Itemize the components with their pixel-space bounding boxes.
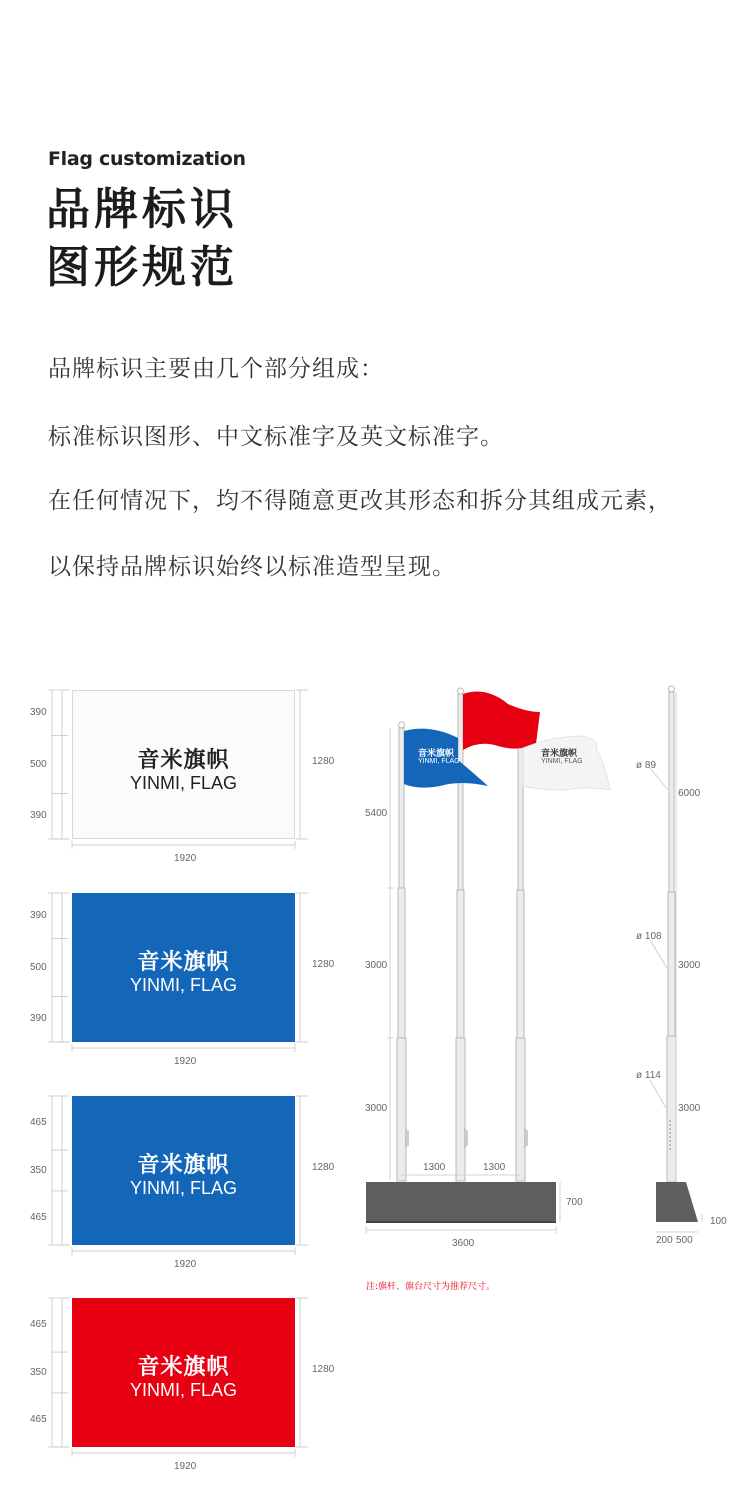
detail-diameter-mid: ø 108	[636, 931, 662, 942]
flag-white	[72, 690, 295, 839]
detail-pole	[667, 686, 676, 1182]
flag-right-dim: 1280	[312, 959, 335, 970]
flag-bottom-dim: 1920	[174, 853, 197, 864]
flag-left-dim: 465	[30, 1319, 47, 1331]
flag-logo: 音米旗帜	[137, 1153, 230, 1178]
cn-title-line2: 图形规范	[46, 242, 238, 293]
detail-base-right: 500	[676, 1235, 693, 1246]
detail-base-left: 200	[656, 1235, 673, 1246]
flag-left-dim: 465	[30, 1117, 47, 1129]
flag-bottom-dim: 1920	[174, 1056, 197, 1067]
paragraph: 以保持品牌标识始终以标准造型呈现。	[48, 554, 456, 580]
detail-height-bottom: 3000	[678, 1103, 701, 1114]
flag-blue	[72, 893, 295, 1042]
blue-flag-sub: YINMI, FLAG	[418, 758, 460, 765]
detail-height-mid: 3000	[678, 960, 701, 971]
flag-sub-text: YINMI, FLAG	[129, 773, 237, 793]
pole-height-mid: 3000	[365, 960, 388, 971]
flag-left-dim: 465	[30, 1211, 47, 1223]
flag-sub-text: YINMI, FLAG	[129, 975, 237, 995]
pole-height-bottom: 3000	[365, 1103, 388, 1114]
pole-spacing-1: 1300	[423, 1162, 446, 1173]
flag-bottom-dim: 1920	[174, 1259, 197, 1270]
paragraph: 在任何情况下，均不得随意更改其形态和拆分其组成元素，	[48, 488, 672, 514]
recommendation-note: 注:旗杆、旗台尺寸为推荐尺寸。	[366, 1282, 496, 1292]
flag-left-dim: 350	[30, 1366, 47, 1378]
flag-left-dim: 390	[30, 706, 47, 718]
paragraph: 品牌标识主要由几个部分组成：	[48, 356, 384, 382]
red-flag	[463, 692, 540, 750]
pole-height-top: 5400	[365, 808, 388, 819]
flag-blue	[72, 1096, 295, 1245]
flag-logo: 音米旗帜	[137, 950, 230, 975]
flag-red	[72, 1298, 295, 1447]
base-width: 3600	[452, 1238, 475, 1249]
flag-logo: 音米旗帜	[137, 1355, 230, 1380]
flag-left-dim: 390	[30, 1013, 47, 1025]
pole-spacing-2: 1300	[483, 1162, 506, 1173]
pole-handles	[406, 1128, 527, 1148]
base-height: 700	[566, 1197, 583, 1208]
paragraph: 标准标识图形、中文标准字及英文标准字。	[48, 424, 504, 450]
detail-height-top: 6000	[678, 788, 701, 799]
flag-left-dim: 390	[30, 909, 47, 921]
flag-left-dim: 465	[30, 1413, 47, 1425]
flag-bottom-dim: 1920	[174, 1461, 197, 1472]
flag-right-dim: 1280	[312, 756, 335, 767]
flag-left-dim: 390	[30, 810, 47, 822]
white-flag-sub: YINMI, FLAG	[541, 758, 583, 765]
flag-sub-text: YINMI, FLAG	[129, 1178, 237, 1198]
flag-sub-text: YINMI, FLAG	[129, 1380, 237, 1400]
flag-left-dim: 500	[30, 961, 47, 973]
flag-left-dim: 500	[30, 758, 47, 770]
flag-left-dim: 350	[30, 1164, 47, 1176]
detail-diameter-bottom: ø 114	[636, 1070, 661, 1081]
detail-base-side: 100	[710, 1216, 727, 1227]
cn-title-line1: 品牌标识	[46, 184, 238, 235]
flag-logo: 音米旗帜	[137, 748, 230, 773]
en-title: Flag customization	[48, 148, 246, 170]
white-flag-logo: 音米旗帜	[541, 749, 578, 759]
detail-base	[656, 1182, 698, 1222]
flag-base	[366, 1182, 556, 1222]
flag-right-dim: 1280	[312, 1364, 335, 1375]
flag-right-dim: 1280	[312, 1162, 335, 1173]
detail-diameter-top: ø 89	[636, 760, 657, 771]
blue-flag-logo: 音米旗帜	[418, 749, 455, 759]
